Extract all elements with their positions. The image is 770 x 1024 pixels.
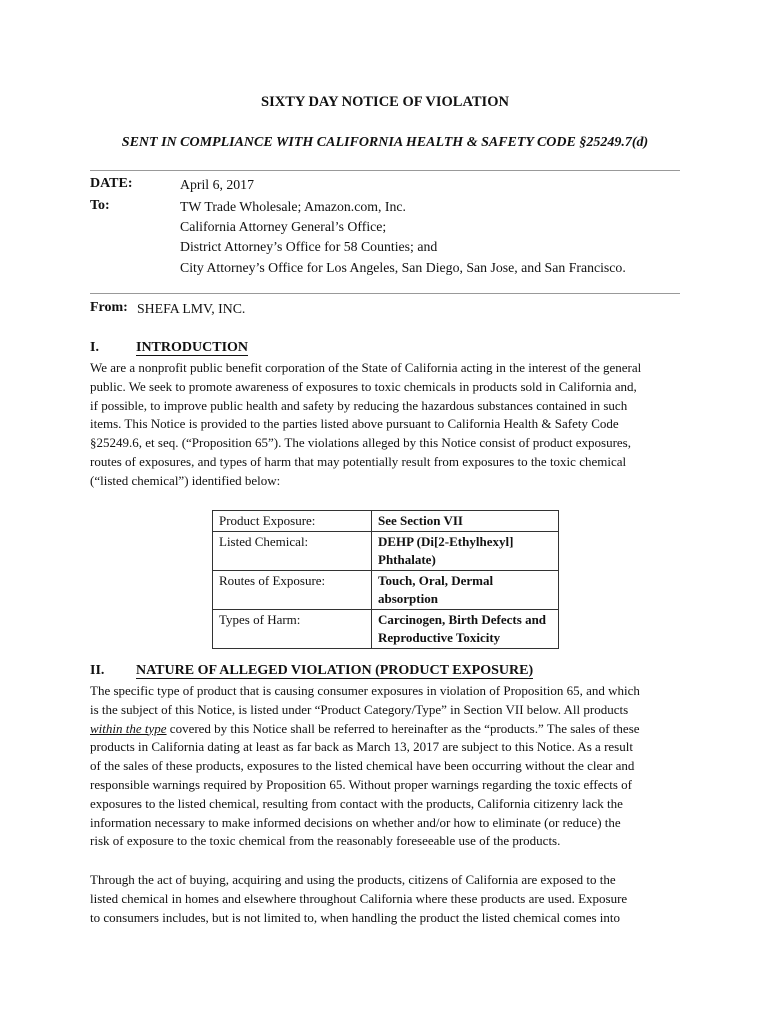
- notice-subtitle: SENT IN COMPLIANCE WITH CALIFORNIA HEALTH & SAFETY CODE §25249.7(d): [121, 135, 649, 150]
- table-label: Routes of Exposure:: [213, 571, 372, 610]
- table-value: Touch, Oral, Dermal absorption: [372, 571, 559, 610]
- section-number: I.: [90, 340, 99, 355]
- to-line: City Attorney’s Office for Los Angeles, San Diego, San Jose, and San Francisco.: [180, 260, 626, 275]
- from-value: SHEFA LMV, INC.: [137, 301, 246, 316]
- paragraph-line: to consumers includes, but is not limited to, when handling the product the listed chemical comes into: [90, 909, 621, 925]
- paragraph-line: risk of exposure to the toxic chemical from the reasonably foreseeable use of the products.: [90, 833, 561, 849]
- divider-top: [90, 170, 680, 171]
- section-heading-nature-of-violation: [90, 663, 533, 679]
- table-label: Types of Harm:: [213, 610, 372, 649]
- violation-paragraph: [90, 682, 680, 851]
- table-value: See Section VII: [372, 511, 559, 532]
- table-label: Product Exposure:: [213, 511, 372, 532]
- date-label: DATE:: [90, 176, 133, 191]
- to-line: TW Trade Wholesale; Amazon.com, Inc.: [180, 199, 406, 214]
- table-row: [213, 532, 559, 571]
- paragraph-line: [90, 720, 680, 739]
- paragraph-line: if possible, to improve public health and safety by reducing the hazardous substances contained in such: [90, 397, 628, 413]
- notice-title: SIXTY DAY NOTICE OF VIOLATION: [261, 94, 509, 110]
- paragraph-line: products in California dating at least as far back as March 13, 2017 are subject to this Notice. As a result: [90, 739, 633, 755]
- chemical-info-table: [212, 510, 559, 649]
- paragraph-line: public. We seek to promote awareness of exposures to toxic chemicals in products sold in California and,: [90, 378, 637, 394]
- table-row: [213, 571, 559, 610]
- emphasized-text: within the type: [90, 720, 167, 736]
- paragraph-line: §25249.6, et seq. (“Proposition 65”). The violations alleged by this Notice consist of product exposures,: [90, 435, 631, 451]
- paragraph-line: Through the act of buying, acquiring and using the products, citizens of California are exposed to the: [90, 872, 616, 887]
- paragraph-line: The specific type of product that is causing consumer exposures in violation of Proposition 65, and which: [90, 683, 640, 698]
- paragraph-line: of the sales of these products, exposures to the listed chemical have been occurring without the clear and: [90, 758, 635, 774]
- table-value: Carcinogen, Birth Defects and Reproductive Toxicity: [372, 610, 559, 649]
- introduction-paragraph: [90, 359, 680, 491]
- section-title: INTRODUCTION: [136, 340, 249, 355]
- paragraph-line: listed chemical in homes and elsewhere throughout California where these products are used. Exposure: [90, 890, 628, 906]
- paragraph-line: items. This Notice is provided to the parties listed above pursuant to California Health & Safety Code: [90, 416, 619, 432]
- from-label: From:: [90, 300, 128, 315]
- date-value: April 6, 2017: [180, 177, 254, 192]
- paragraph-line: is the subject of this Notice, is listed under “Product Category/Type” in Section VII below. All products: [90, 701, 629, 717]
- paragraph-line: We are a nonprofit public benefit corporation of the State of California acting in the interest of the general: [90, 360, 642, 375]
- exposure-paragraph: [90, 871, 680, 927]
- section-title: NATURE OF ALLEGED VIOLATION (PRODUCT EXPOSURE): [136, 663, 534, 678]
- section-heading-introduction: [90, 340, 248, 356]
- paragraph-line: (“listed chemical”) identified below:: [90, 472, 281, 488]
- table-value: DEHP (Di[2-Ethylhexyl] Phthalate): [372, 532, 559, 571]
- to-line: District Attorney’s Office for 58 Counties; and: [180, 239, 438, 254]
- to-label: To:: [90, 198, 110, 213]
- section-number: II.: [90, 663, 105, 678]
- paragraph-line: responsible warnings required by Proposition 65. Without proper warnings regarding the toxic effects of: [90, 776, 632, 792]
- table-row: [213, 511, 559, 532]
- table-label: Listed Chemical:: [213, 532, 372, 571]
- paragraph-line: routes of exposures, and types of harm that may potentially result from exposures to the toxic chemical: [90, 453, 627, 469]
- paragraph-line: information necessary to make informed decisions on whether and/or how to eliminate (or reduce) the: [90, 814, 621, 830]
- paragraph-line-rest: covered by this Notice shall be referred to hereinafter as the “products.” The sales of these: [166, 720, 640, 736]
- paragraph-line: exposures to the listed chemical, resulting from contact with the products, California citizenry lack the: [90, 795, 623, 811]
- to-line: California Attorney General’s Office;: [180, 219, 387, 234]
- table-row: [213, 610, 559, 649]
- divider-bottom: [90, 293, 680, 294]
